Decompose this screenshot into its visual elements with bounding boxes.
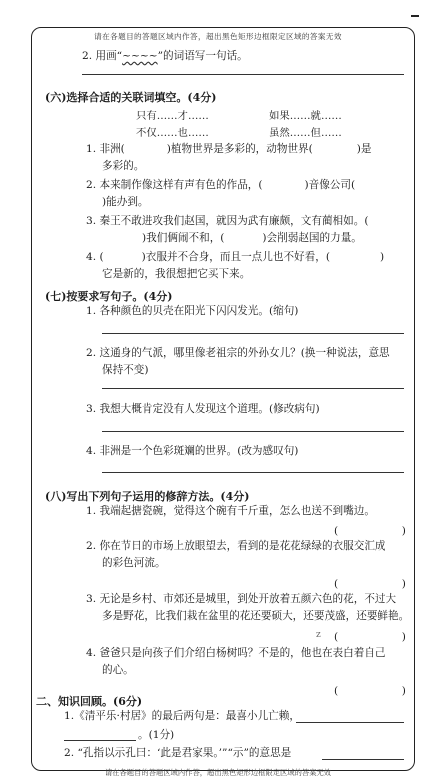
corner-mark [411,15,419,17]
p2-item-1-score: 。(1分) [138,729,175,741]
s8-item-4: 4. 爸爸只是向孩子们介绍白杨树吗？不是的，他也在表白着自己 [86,647,386,659]
answer-paren[interactable]: ( ) [334,685,406,697]
answer-line[interactable] [322,759,404,760]
s7-item-2-cont: 保持不变) [102,364,149,376]
conjunction-option: 不仅……也…… [136,127,209,139]
answer-line[interactable] [296,722,404,723]
header-note: 请在各题目的答题区域内作答，超出黑色矩形边框限定区域的答案无效 [94,32,342,41]
answer-paren[interactable]: ( ) [334,578,406,590]
stray-handwriting: z [316,630,321,640]
s8-item-3-cont: 多是野花，比我们栽在盆里的花还要硕大，还要茂盛，还要鲜艳。 [102,610,410,622]
s8-item-2-cont: 的彩色河流。 [102,557,166,569]
s6-item-3-cont: )我们俩闹不和，( )会削弱赵国的力量。 [142,232,362,244]
section-6-title: (六)选择合适的关联词填空。(4分) [45,91,217,104]
question-2 [82,51,248,63]
s6-item-2: 2. 本来制作像这样有声有色的作品，( )音像公司( [86,179,356,191]
s6-item-1-cont: 多彩的。 [102,160,145,172]
s8-item-2: 2. 你在节日的市场上放眼望去，看到的是花花绿绿的衣服交汇成 [86,540,386,552]
s7-item-2: 2. 这通身的气派，哪里像老祖宗的外孙女儿？(换一种说法，意思 [86,347,390,359]
conjunction-option: 如果……就…… [269,110,342,122]
answer-line[interactable] [102,472,404,473]
part-2-title: 二、知识回顾。(6分) [36,695,143,708]
q2-text-a: 2. 用画“ [82,50,123,62]
s7-item-1: 1. 各种颜色的贝壳在阳光下闪闪发光。(缩句) [86,305,299,317]
q2-text-b: ”的词语写一句话。 [157,50,248,62]
p2-item-1: 1.《清平乐·村居》的最后两句是：最喜小儿亡赖， [64,710,300,722]
section-7-title: (七)按要求写句子。(4分) [45,290,173,303]
s7-item-3: 3. 我想大概肯定没有人发现这个道理。(修改病句) [86,403,320,415]
s6-item-2-cont: )能办到。 [102,196,149,208]
answer-paren[interactable]: ( ) [334,525,406,537]
answer-line[interactable] [64,740,136,741]
answer-line[interactable] [102,333,404,334]
p2-item-2: 2. “孔指以示孔曰：‘此是君家果。’”“示”的意思是 [64,747,292,759]
s7-item-4: 4. 非洲是一个色彩斑斓的世界。(改为感叹句) [86,445,299,457]
s6-item-4: 4. ( )衣服并不合身，而且一点儿也不好看，( ) [86,251,385,263]
s6-item-1: 1. 非洲( )植物世界是多彩的，动物世界( )是 [86,143,372,155]
section-8-title: (八)写出下列句子运用的修辞方法。(4分) [45,490,250,503]
answer-line[interactable] [82,74,404,75]
conjunction-option: 虽然……但…… [269,127,342,139]
conjunction-option: 只有……才…… [136,110,209,122]
s8-item-3: 3. 无论是乡村、市郊还是城里，到处开放着五颜六色的花，不过大 [86,593,397,605]
s6-item-3: 3. 秦王不敢进攻我们赵国，就因为武有廉颇，文有蔺相如。( [86,215,369,227]
s8-item-4-cont: 的心。 [102,664,134,676]
wavy-mark: ~~~~ [122,50,158,62]
footer-note: 请在各题目的答题区域内作答，超出黑色矩形边框限定区域的答案无效 [104,768,332,777]
answer-line[interactable] [102,388,404,389]
s8-item-1: 1. 我端起搪瓷碗，觉得这个碗有千斤重，怎么也送不到嘴边。 [86,505,375,517]
answer-line[interactable] [102,431,404,432]
answer-paren[interactable]: ( ) [334,631,406,643]
s6-item-4-cont: 它是新的，我很想把它买下来。 [102,268,251,280]
